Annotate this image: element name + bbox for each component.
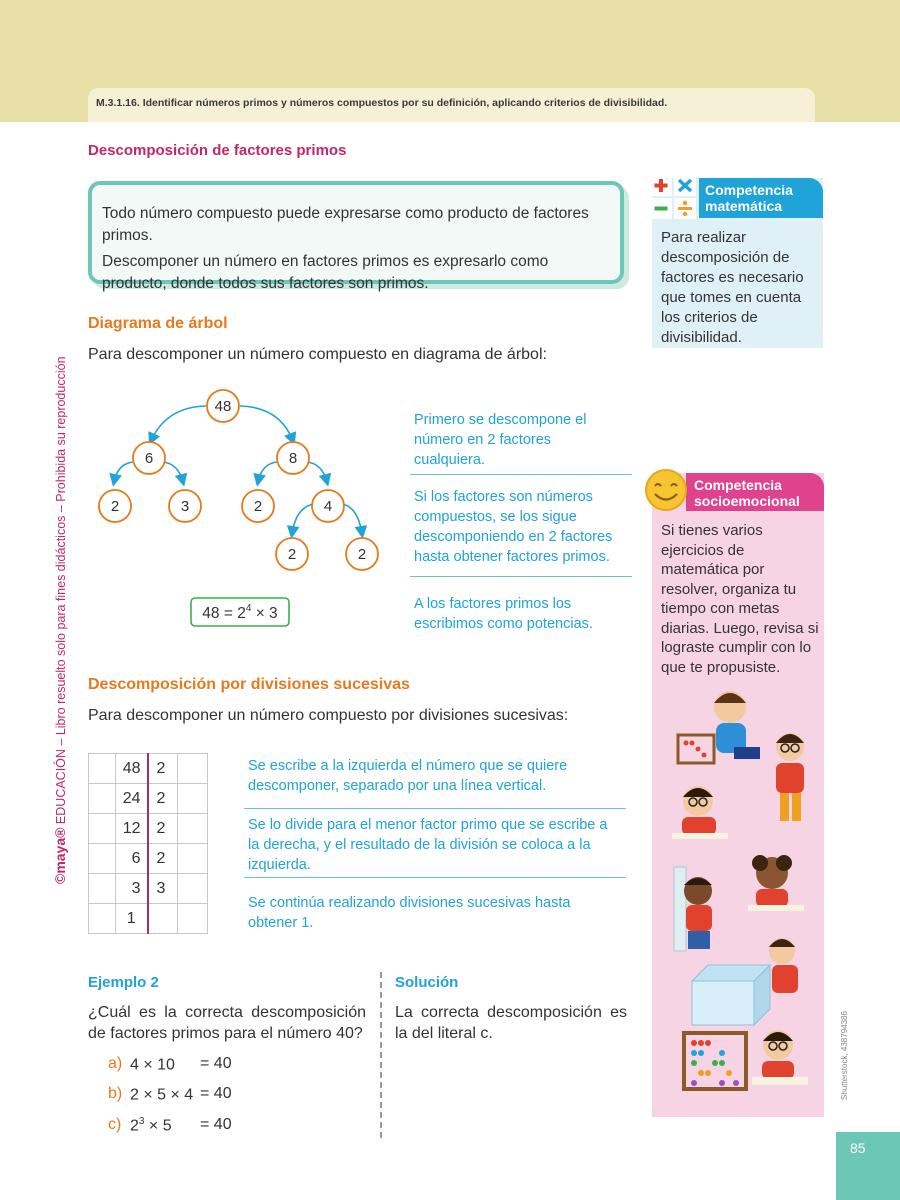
division-note-divider-1	[244, 808, 626, 809]
divisor-cell: 2	[148, 814, 178, 844]
tree-label-8: 8	[288, 450, 298, 467]
image-credit: Shutterstock, 438794386	[840, 1011, 849, 1100]
tree-note-1: Primero se descompone el número en 2 factores cualquiera.	[414, 412, 587, 468]
section-title-prime-factors: Descomposición de factores primos	[88, 142, 347, 159]
division-note-2: Se lo divide para el menor factor primo que se escribe a la derecha, y el resultado de la división se coloca a la izquierda.	[248, 817, 608, 873]
definition-1: Todo número compuesto puede expresarse como producto de factores primos.	[102, 205, 589, 244]
dividend-cell: 12	[116, 814, 148, 844]
table-row	[89, 784, 208, 814]
option-c-letter: c)	[108, 1116, 122, 1133]
dividend-cell: 24	[116, 784, 148, 814]
divisor-cell: 2	[148, 844, 178, 874]
tree-label-4: 4	[323, 498, 333, 515]
option-b-result: = 40	[200, 1085, 232, 1102]
math-competence-text: Para realizar descomposición de factores es necesario que tomes en cuenta los criterios de divisibilidad.	[661, 229, 804, 346]
math-operations-icon	[650, 175, 696, 219]
tree-note-2: Si los factores son números compuestos, se los sigue descomponiendo en 2 factores hasta obtener factores primos.	[414, 489, 613, 565]
socioemotional-title: Competencia socioemocional	[686, 473, 824, 511]
section-title-tree: Diagrama de árbol	[88, 315, 228, 332]
division-note-1: Se escribe a la izquierda el número que se quiere descomponer, separado por una línea vertical.	[248, 758, 568, 794]
tree-result: $48 = 2^4 \times 3$	[202, 603, 278, 622]
tree-intro: Para descomponer un número compuesto en diagrama de árbol:	[88, 346, 547, 363]
children-illustration	[652, 685, 824, 1117]
divisions-table	[88, 753, 208, 934]
definition-box	[88, 181, 624, 292]
curriculum-code: M.3.1.16. Identificar números primos y números compuestos por su definición, aplicando criterios de divisibilidad.	[96, 97, 668, 109]
tree-note-3: A los factores primos los escribimos como potencias.	[414, 596, 593, 632]
divisor-cell	[148, 904, 178, 934]
tree-label-3: 3	[180, 498, 190, 515]
tree-label-2d: 2	[357, 546, 367, 563]
option-a-expr: 4 × 10	[130, 1056, 175, 1074]
example-question: ¿Cuál es la correcta descomposición de factores primos para el número 40?	[88, 1004, 366, 1042]
tree-label-2b: 2	[253, 498, 263, 515]
option-c-result: = 40	[200, 1116, 232, 1133]
smiley-icon	[643, 467, 689, 513]
divisor-cell: 3	[148, 874, 178, 904]
divisor-cell: 2	[148, 754, 178, 784]
math-competence-title: Competencia matemática	[699, 178, 823, 218]
copyright-side-text	[52, 356, 68, 884]
table-row	[89, 754, 208, 784]
option-b-letter: b)	[108, 1085, 123, 1102]
divisor-cell: 2	[148, 784, 178, 814]
division-note-3: Se continúa realizando divisiones sucesivas hasta obtener 1.	[248, 895, 571, 931]
division-note-divider-2	[244, 877, 626, 878]
copyright-text: EDUCACIÓN – Libro resuelto solo para fines didácticos – Prohibida su reproducción	[54, 356, 68, 825]
tree-label-2c: 2	[287, 546, 297, 563]
tree-label-2a: 2	[110, 498, 120, 515]
option-a-result: = 40	[200, 1055, 232, 1072]
tree-note-divider-1	[410, 474, 632, 475]
example-title: Ejemplo 2	[88, 974, 159, 991]
dividend-cell: 1	[116, 904, 148, 934]
brand-logo: ©maya®	[52, 827, 68, 884]
factor-tree-diagram	[88, 385, 398, 635]
dividend-cell: 3	[116, 874, 148, 904]
table-row	[89, 904, 208, 934]
section-title-divisions: Descomposición por divisiones sucesivas	[88, 676, 410, 693]
definition-2: Descomponer un número en factores primos es expresarlo como producto, donde todos sus factores son primos.	[102, 253, 549, 292]
solution-title: Solución	[395, 974, 459, 991]
socioemotional-text: Si tienes varios ejercicios de matemática por resolver, organiza tu tiempo con metas diarias. Luego, revisa si lograste cumplir con lo que te propusiste.	[661, 522, 819, 676]
tree-label-root: 48	[214, 398, 232, 415]
option-c-expr: $2^3 \times 5$	[130, 1116, 172, 1135]
page-number: 85	[836, 1132, 900, 1200]
divisions-intro: Para descomponer un número compuesto por divisiones sucesivas:	[88, 707, 569, 724]
dividend-cell: 6	[116, 844, 148, 874]
example-divider	[380, 972, 382, 1138]
tree-note-divider-2	[410, 576, 632, 577]
table-row	[89, 844, 208, 874]
option-b-expr: 2 × 5 × 4	[130, 1086, 194, 1104]
table-row	[89, 814, 208, 844]
option-a-letter: a)	[108, 1055, 123, 1072]
table-row	[89, 874, 208, 904]
dividend-cell: 48	[116, 754, 148, 784]
solution-text: La correcta descomposición es la del literal c.	[395, 1004, 627, 1042]
tree-label-6: 6	[144, 450, 154, 467]
